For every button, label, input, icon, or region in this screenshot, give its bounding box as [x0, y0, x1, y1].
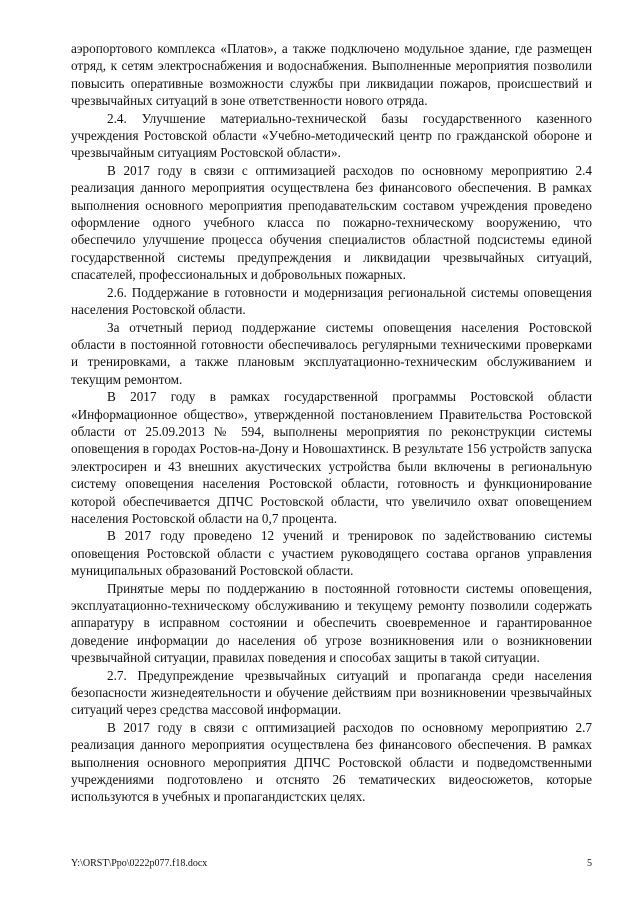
- paragraph: В 2017 году в связи с оптимизацией расходов по основному мероприятию 2.7 реализация данного мероприятия осуществлена без финансового обеспечения. В рамках выполнения основного мероприятия ДПЧС Ростовской области и подведомственными учреждениями подготовлено и отснято 26 тематических видеосюжетов, которые используются в учебных и пропагандистских целях.: [71, 719, 592, 805]
- paragraph: В 2017 году в рамках государственной программы Ростовской области «Информационное общество», утвержденной постановлением Правительства Ростовской области от 25.09.2013 № 594, выполнены мероприятия по реконструкции системы оповещения в городах Ростов-на-Дону и Новошахтинск. В результате 156 устройств запуска электросирен и 43 внешних акустических устройства были включены в региональную систему оповещения населения Ростовской области, готовность и функционирование которой обеспечивается ДПЧС Ростовской области, что увеличило охват оповещением населения Ростовской области на 0,7 процента.: [71, 389, 592, 526]
- page-number: 5: [587, 858, 592, 869]
- section-heading: 2.7. Предупреждение чрезвычайных ситуаций и пропаганда среди населения безопасности жизнедеятельности и обучение действиям при возникновении чрезвычайных ситуаций через средства массовой информации.: [71, 667, 592, 718]
- paragraph: В 2017 году проведено 12 учений и тренировок по задействованию системы оповещения Ростовской области с участием руководящего состава органов управления муниципальных образований Ростовской области.: [71, 528, 592, 579]
- document-body: [71, 40, 592, 806]
- paragraph: В 2017 году в связи с оптимизацией расходов по основному мероприятию 2.4 реализация данного мероприятия осуществлена без финансового обеспечения. В рамках выполнения основного мероприятия преподавательским составом учреждения проведено оформление одного учебного класса по пожарно-техническому вооружению, что обеспечило улучшение процесса обучения специалистов областной подсистемы единой государственной системы предупреждения и ликвидации чрезвычайных ситуаций, спасателей, профессиональных и добровольных пожарных.: [71, 162, 592, 283]
- section-heading: 2.4. Улучшение материально-технической базы государственного казенного учреждения Ростовской области «Учебно-методический центр по гражданской обороне и чрезвычайным ситуациям Ростовской области».: [71, 110, 592, 161]
- paragraph: аэропортового комплекса «Платов», а также подключено модульное здание, где размещен отряд, к сетям электроснабжения и водоснабжения. Выполненные мероприятия позволили повысить оперативные возможности службы при ликвидации пожаров, происшествий и чрезвычайных ситуаций в зоне ответственности нового отряда.: [71, 41, 592, 109]
- section-heading: 2.6. Поддержание в готовности и модернизация региональной системы оповещения населения Ростовской области.: [71, 284, 592, 318]
- paragraph: За отчетный период поддержание системы оповещения населения Ростовской области в постоянной готовности обеспечивалось регулярными техническими проверками и тренировками, а также плановым эксплуатационно-техническим обслуживанием и текущим ремонтом.: [71, 319, 592, 387]
- paragraph: Принятые меры по поддержанию в постоянной готовности системы оповещения, эксплуатационно-техническому обслуживанию и текущему ремонту позволили содержать аппаратуру в исправном состоянии и обеспечить своевременное и гарантированное доведение информации до населения об угрозе возникновения или о возникновении чрезвычайной ситуации, правилах поведения и способах защиты в такой ситуации.: [71, 580, 592, 666]
- footer-file-path: Y:\ORST\Ppo\0222p077.f18.docx: [71, 858, 208, 869]
- page-footer: [71, 858, 592, 869]
